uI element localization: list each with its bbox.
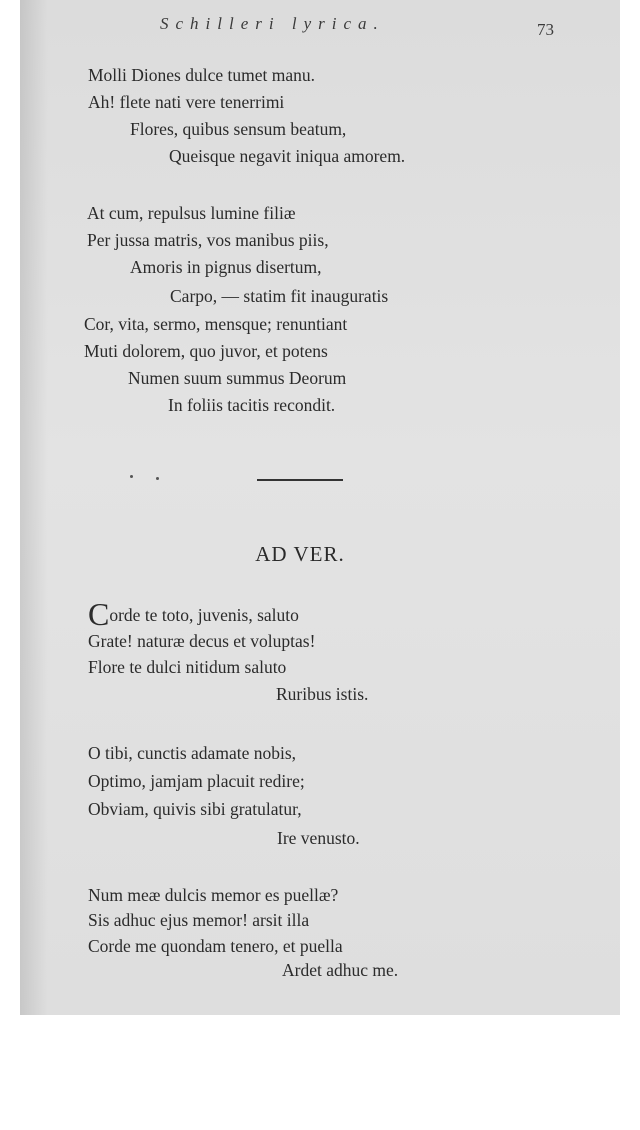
verse-line: Cor, vita, sermo, mensque; renuntiant xyxy=(84,314,348,334)
verse-line-rest: orde te toto, juvenis, saluto xyxy=(109,605,299,625)
verse-line: Molli Diones dulce tumet manu. xyxy=(88,65,315,85)
verse-line: Grate! naturæ decus et voluptas! xyxy=(88,631,316,651)
running-head: Schilleri lyrica. xyxy=(160,14,385,33)
verse-line: Queisque negavit iniqua amorem. xyxy=(169,146,406,166)
verse-line: Ah! flete nati vere tenerrimi xyxy=(88,92,285,112)
ink-speck xyxy=(130,475,133,478)
verse-line: At cum, repulsus lumine filiæ xyxy=(87,203,296,223)
drop-cap: C xyxy=(88,596,110,632)
verse-line: Optimo, jamjam placuit redire; xyxy=(88,771,305,791)
section-divider xyxy=(257,479,343,481)
verse-line: Per jussa matris, vos manibus piis, xyxy=(87,230,329,250)
verse-line: Num meæ dulcis memor es puellæ? xyxy=(88,885,339,905)
page-number: 73 xyxy=(537,20,554,39)
book-page xyxy=(20,0,620,1015)
verse-line: Sis adhuc ejus memor! arsit illa xyxy=(88,910,310,930)
verse-line-first xyxy=(88,598,299,630)
poem-title: AD VER. xyxy=(255,542,345,566)
verse-line: Muti dolorem, quo juvor, et potens xyxy=(84,341,328,361)
verse-line: Ruribus istis. xyxy=(276,684,369,704)
verse-line: Ire venusto. xyxy=(277,828,360,848)
verse-line: O tibi, cunctis adamate nobis, xyxy=(88,743,297,763)
verse-line: Ardet adhuc me. xyxy=(282,960,399,980)
verse-line: Flore te dulci nitidum saluto xyxy=(88,657,287,677)
ink-speck xyxy=(156,477,159,480)
verse-line: Carpo, — statim fit inauguratis xyxy=(170,286,389,306)
verse-line: In foliis tacitis recondit. xyxy=(168,395,336,415)
verse-line: Corde me quondam tenero, et puella xyxy=(88,936,343,956)
verse-line: Numen suum summus Deorum xyxy=(128,368,347,388)
verse-line: Amoris in pignus disertum, xyxy=(130,257,322,277)
verse-line: Obviam, quivis sibi gratulatur, xyxy=(88,799,302,819)
verse-line: Flores, quibus sensum beatum, xyxy=(130,119,347,139)
